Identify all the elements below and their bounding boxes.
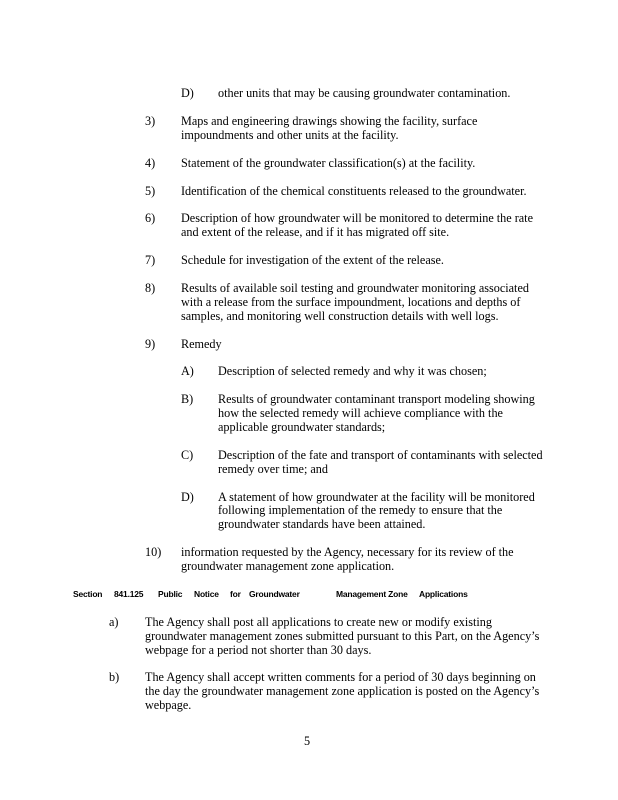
section-heading-word: Management Zone xyxy=(336,589,408,599)
section-item-text-line: the day the groundwater management zone application is posted on the Agency’s xyxy=(145,684,540,698)
page-number: 5 xyxy=(304,734,311,748)
item-text-line: following implementation of the remedy to ensure that the xyxy=(218,503,503,517)
item-text-line: applicable groundwater standards; xyxy=(218,420,386,434)
item-label: D) xyxy=(181,490,194,504)
section-item-text-line: The Agency shall post all applications to create new or modify existing xyxy=(145,615,492,629)
item-text-line: Description of selected remedy and why it was chosen; xyxy=(218,364,487,378)
item-text-line: groundwater management zone application. xyxy=(181,559,395,573)
section-heading-word: for xyxy=(230,589,241,599)
item-text-line: remedy over time; and xyxy=(218,462,328,476)
item-text-line: and extent of the release, and if it has migrated off site. xyxy=(181,225,450,239)
item-label: 3) xyxy=(145,114,156,128)
section-heading-word: Notice xyxy=(194,589,219,599)
section-item-text-line: groundwater management zones submitted pursuant to this Part, on the Agency’s xyxy=(145,629,540,643)
item-text-line: other units that may be causing groundwater contamination. xyxy=(218,86,511,100)
item-label: D) xyxy=(181,86,194,100)
item-label: B) xyxy=(181,392,194,406)
item-label: 6) xyxy=(145,211,156,225)
item-label: 4) xyxy=(145,156,156,170)
section-heading-word: Section xyxy=(73,589,103,599)
section-item-text-line: The Agency shall accept written comments for a period of 30 days beginning on xyxy=(145,670,536,684)
item-text-line: Schedule for investigation of the extent of the release. xyxy=(181,253,444,267)
section-heading-word: 841.125 xyxy=(114,589,144,599)
item-text-line: Remedy xyxy=(181,337,222,351)
item-text-line: with a release from the surface impoundment, locations and depths of xyxy=(181,295,521,309)
item-text-line: information requested by the Agency, necessary for its review of the xyxy=(181,545,514,559)
section-heading-word: Applications xyxy=(419,589,468,599)
item-text-line: Description of how groundwater will be monitored to determine the rate xyxy=(181,211,533,225)
item-label: 7) xyxy=(145,253,156,267)
item-text-line: Maps and engineering drawings showing the facility, surface xyxy=(181,114,478,128)
item-text-line: samples, and monitoring well construction details with well logs. xyxy=(181,309,499,323)
item-text-line: groundwater standards have been attained. xyxy=(218,517,426,531)
item-label: 9) xyxy=(145,337,156,351)
section-heading-word: Groundwater xyxy=(249,589,300,599)
section-heading-word: Public xyxy=(158,589,183,599)
item-label: 8) xyxy=(145,281,156,295)
item-label: C) xyxy=(181,448,194,462)
section-item-label: a) xyxy=(109,615,119,629)
item-label: A) xyxy=(181,364,194,378)
item-text-line: Identification of the chemical constituents released to the groundwater. xyxy=(181,184,527,198)
item-text-line: Results of available soil testing and groundwater monitoring associated xyxy=(181,281,529,295)
item-text-line: A statement of how groundwater at the facility will be monitored xyxy=(218,490,535,504)
section-item-label: b) xyxy=(109,670,120,684)
item-text-line: Statement of the groundwater classification(s) at the facility. xyxy=(181,156,476,170)
item-label: 5) xyxy=(145,184,156,198)
item-text-line: Description of the fate and transport of contaminants with selected xyxy=(218,448,543,462)
item-text-line: Results of groundwater contaminant transport modeling showing xyxy=(218,392,535,406)
item-label: 10) xyxy=(145,545,162,559)
section-item-text-line: webpage. xyxy=(145,698,192,712)
item-text-line: impoundments and other units at the facility. xyxy=(181,128,399,142)
item-text-line: how the selected remedy will achieve compliance with the xyxy=(218,406,503,420)
section-item-text-line: webpage for a period not shorter than 30 days. xyxy=(145,643,372,657)
